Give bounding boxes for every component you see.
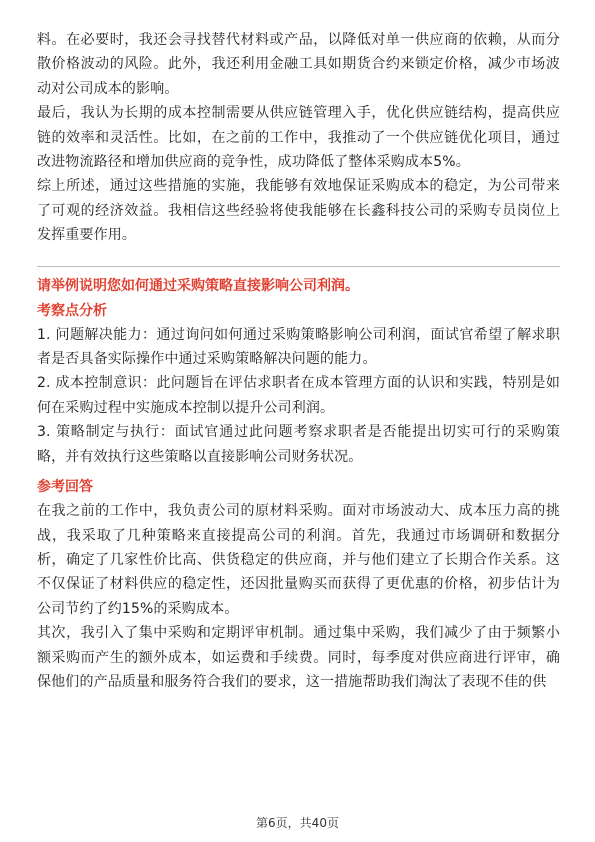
answer-title: 参考回答 [37, 479, 93, 496]
page-number: 第6页，共40页 [256, 816, 339, 830]
document-page [37, 28, 560, 694]
answer-paragraph: 在我之前的工作中，我负责公司的原材料采购。面对市场波动大、成本压力高的挑战，我采取了几种策略来直接提高公司的利润。首先，我通过市场调研和数据分析，确定了几家性价比高、供货稳定的供应商，并与他们建立了长期合作关系。这不仅保证了材料供应的稳定性，还因批量购买而获得了更优惠的价格，初步估计为公司节约了约15%的采购成本。 [37, 503, 560, 617]
paragraph: 最后，我认为长期的成本控制需要从供应链管理入手，优化供应链结构，提高供应链的效率和灵活性。比如，在之前的工作中，我推动了一个供应链优化项目，通过改进物流路径和增加供应商的竞争性，成功降低了整体采购成本5%。 [37, 105, 560, 171]
analysis-item: 1. 问题解决能力：通过询问如何通过采购策略影响公司利润，面试官希望了解求职者是否具备实际操作中通过采购策略解决问题的能力。 [37, 326, 560, 368]
section-divider [37, 266, 560, 267]
paragraph: 综上所述，通过这些措施的实施，我能够有效地保证采购成本的稳定，为公司带来了可观的经济效益。我相信这些经验将使我能够在长鑫科技公司的采购专员岗位上发挥重要作用。 [37, 178, 560, 244]
paragraph: 料。在必要时，我还会寻找替代材料或产品，以降低对单一供应商的依赖，从而分散价格波动的风险。此外，我还利用金融工具如期货合约来锁定价格，减少市场波动对公司成本的影响。 [37, 32, 560, 97]
question-heading: 请举例说明您如何通过采购策略直接影响公司利润。 [37, 277, 359, 294]
answer-paragraph: 其次，我引入了集中采购和定期评审机制。通过集中采购，我们减少了由于频繁小额采购而产生的额外成本，如运费和手续费。同时，每季度对供应商进行评审，确保他们的产品质量和服务符合我们的要求，这一措施帮助我们淘汰了表现不佳的供 [37, 625, 560, 690]
analysis-title: 考察点分析 [37, 302, 107, 319]
analysis-item: 3. 策略制定与执行：面试官通过此问题考察求职者是否能提出切实可行的采购策略，并有效执行这些策略以直接影响公司财务状况。 [37, 424, 560, 465]
analysis-item: 2. 成本控制意识：此问题旨在评估求职者在成本管理方面的认识和实践，特别是如何在采购过程中实施成本控制以提升公司利润。 [37, 375, 560, 416]
